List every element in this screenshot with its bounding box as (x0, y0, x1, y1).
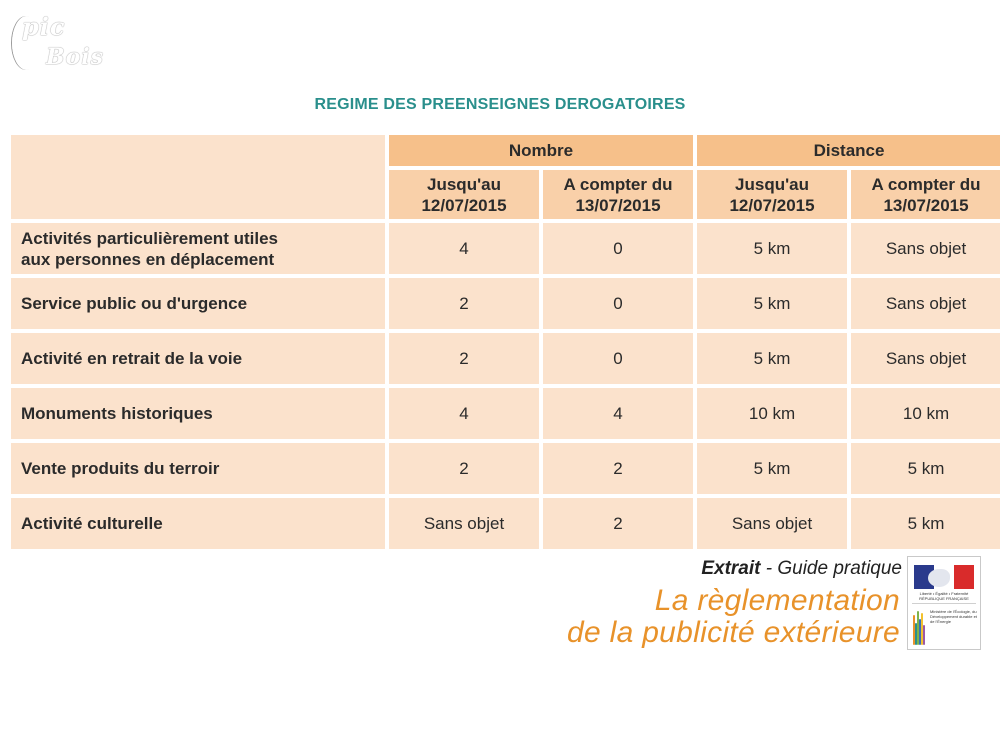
subheader-line: 13/07/2015 (883, 195, 969, 215)
table-cell: Sans objet (851, 223, 1000, 274)
row-label-line: aux personnes en déplacement (21, 249, 275, 269)
subheader-line: 13/07/2015 (575, 195, 661, 215)
table-cell: 5 km (697, 443, 847, 494)
subheader-line: A compter du (563, 174, 673, 194)
header-blank-cell (11, 135, 385, 219)
table-cell: Sans objet (389, 498, 539, 549)
table-cell: 2 (389, 443, 539, 494)
ministry-bars-icon (913, 609, 927, 645)
logo-divider (912, 603, 976, 604)
table-cell: 10 km (851, 388, 1000, 439)
subheader-cell (543, 170, 693, 219)
subheader-cell (389, 170, 539, 219)
table-cell: Sans objet (697, 498, 847, 549)
table-cell: 0 (543, 333, 693, 384)
table-cell: 10 km (697, 388, 847, 439)
table-row (11, 443, 1000, 494)
table-cell: 5 km (851, 498, 1000, 549)
subheader-line: A compter du (871, 174, 981, 194)
guide-title-line1: La règlementation (654, 584, 900, 617)
watermark-line1: pic (22, 12, 66, 41)
row-label (11, 223, 385, 274)
table-cell: 4 (543, 388, 693, 439)
table-cell: Sans objet (851, 333, 1000, 384)
table-cell: 2 (543, 498, 693, 549)
republique-text: Liberté • Égalité • Fraternité RÉPUBLIQUE FRANÇAISE (919, 591, 969, 601)
table-row (11, 498, 1000, 549)
ministere-text: Ministère de l'Écologie, du Développement durable et de l'Énergie (930, 609, 977, 624)
table-cell: Sans objet (851, 278, 1000, 329)
table-cell: 5 km (851, 443, 1000, 494)
table-cell: 5 km (697, 223, 847, 274)
table-row (11, 223, 1000, 274)
source-extrait (560, 558, 902, 580)
extrait-label: Extrait (701, 558, 761, 579)
guide-pratique-label: - Guide pratique (760, 558, 902, 579)
regime-table (7, 131, 1000, 553)
row-label: Activité en retrait de la voie (11, 333, 385, 384)
ministry-logo (907, 556, 981, 650)
row-label: Monuments historiques (11, 388, 385, 439)
subheader-line: Jusqu'au (427, 174, 501, 194)
table-cell: 5 km (697, 278, 847, 329)
row-label-line: Activités particulièrement utiles (21, 228, 278, 248)
table-row (11, 333, 1000, 384)
table-cell: 2 (389, 333, 539, 384)
table-cell: 4 (389, 223, 539, 274)
table-row (11, 388, 1000, 439)
table-cell: 4 (389, 388, 539, 439)
table-cell: 0 (543, 278, 693, 329)
table-cell: 2 (389, 278, 539, 329)
subheader-line: 12/07/2015 (421, 195, 507, 215)
table-row (11, 278, 1000, 329)
table-cell: 2 (543, 443, 693, 494)
row-label: Vente produits du terroir (11, 443, 385, 494)
row-label: Service public ou d'urgence (11, 278, 385, 329)
subheader-line: Jusqu'au (735, 174, 809, 194)
header-group-distance: Distance (697, 135, 1000, 166)
table-title: REGIME DES PREENSEIGNES DEROGATOIRES (314, 96, 686, 113)
subheader-line: 12/07/2015 (729, 195, 815, 215)
table-cell: 0 (543, 223, 693, 274)
row-label: Activité culturelle (11, 498, 385, 549)
header-group-nombre: Nombre (389, 135, 693, 166)
marianne-flag-icon (914, 565, 974, 589)
table-cell: 5 km (697, 333, 847, 384)
subheader-cell (697, 170, 847, 219)
watermark-logo (8, 12, 118, 74)
guide-title-line2: de la publicité extérieure (567, 616, 900, 649)
subheader-cell (851, 170, 1000, 219)
watermark-line2: Bois (46, 44, 105, 70)
